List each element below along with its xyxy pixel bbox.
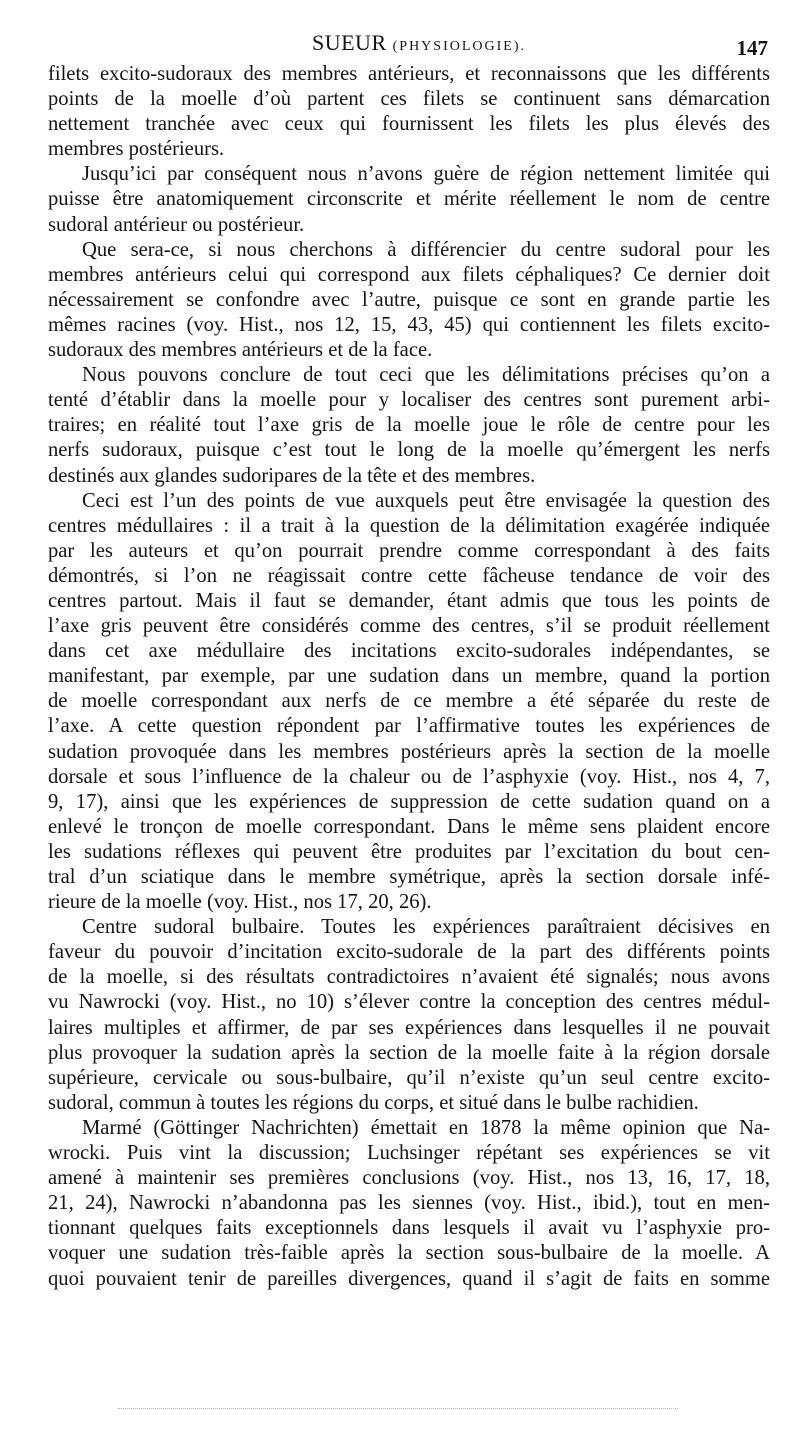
text-line: mêmes racines (voy. Hist., nos 12, 15, 43, 45) qui contiennent les filets excito- <box>48 313 770 336</box>
text-line: dans cet axe médullaire des incitations excito-sudorales indépendantes, se <box>48 640 770 663</box>
text-line: points de la moelle d’où partent ces filets se continuent sans démarcation <box>48 88 770 111</box>
text-line: membres antérieurs celui qui correspond aux filets céphaliques? Ce dernier doit <box>48 263 770 286</box>
text-line: de la moelle, si des résultats contradictoires n’avaient été signalés; nous avons <box>48 966 770 989</box>
text-line: wrocki. Puis vint la discussion; Luchsinger répétant ses expériences se vit <box>48 1142 770 1165</box>
text-line: nécessairement se confondre avec l’autre, puisque ce sont en grande partie les <box>48 288 770 311</box>
text-line: Marmé (Göttinger Nachrichten) émettait en 1878 la même opinion que Na- <box>82 1116 770 1139</box>
text-line: de moelle correspondant aux nerfs de ce membre a été séparée du reste de <box>48 690 770 713</box>
text-line: nettement tranchée avec ceux qui fournissent les filets les plus élevés des <box>48 113 770 136</box>
text-line: 21, 24), Nawrocki n’abandonna pas les siennes (voy. Hist., ibid.), tout en men- <box>48 1192 770 1215</box>
running-title-sub: (PHYSIOLOGIE). <box>392 39 527 54</box>
footer-rule <box>118 1408 678 1409</box>
text-line: par les auteurs et qu’on pourrait prendre comme correspondant à des faits <box>48 539 770 562</box>
text-line: démontrés, si l’on ne réagissait contre cette fâcheuse tendance de voir des <box>48 564 770 587</box>
text-line: centres médullaires : il a trait à la question de la délimitation exagérée indiquée <box>48 514 770 537</box>
text-line: vu Nawrocki (voy. Hist., no 10) s’élever contre la conception des centres médul- <box>48 991 770 1014</box>
text-line: plus provoquer la sudation après la section de la moelle faite à la région dorsale <box>48 1041 770 1064</box>
text-line: sudation provoquée dans les membres postérieurs après la section de la moelle <box>48 740 770 763</box>
text-line: filets excito-sudoraux des membres antérieurs, et reconnaissons que les différents <box>48 63 770 85</box>
text-line: supérieure, cervicale ou sous-bulbaire, qu’il n’existe qu’un seul centre excito- <box>48 1066 770 1089</box>
running-title-main: SUEUR <box>312 30 387 55</box>
body-text <box>48 62 770 1292</box>
text-line: puisse être anatomiquement circonscrite et mérite réellement le nom de centre <box>48 188 770 211</box>
text-line: l’axe. A cette question répondent par l’affirmative toutes les expériences de <box>48 715 770 738</box>
text-line: manifestant, par exemple, par une sudation dans un membre, quand la portion <box>48 665 770 688</box>
text-line: sudoral, commun à toutes les régions du corps, et situé dans le bulbe rachidien. <box>48 1091 699 1114</box>
text-line: sudoral antérieur ou postérieur. <box>48 213 305 236</box>
text-line: Ceci est l’un des points de vue auxquels peut être envisagée la question des <box>82 489 770 512</box>
text-line: sudoraux des membres antérieurs et de la face. <box>48 339 433 362</box>
text-line: dorsale et sous l’influence de la chaleur ou de l’asphyxie (voy. Hist., nos 4, 7, <box>48 765 770 788</box>
running-title <box>312 30 526 56</box>
text-line: tionnant quelques faits exceptionnels dans lesquels il avait vu l’asphyxie pro- <box>48 1217 770 1240</box>
text-line: 9, 17), ainsi que les expériences de suppression de cette sudation quand on a <box>48 790 770 813</box>
text-line: Jusqu’ici par conséquent nous n’avons guère de région nettement limitée qui <box>82 163 770 186</box>
text-line: Centre sudoral bulbaire. Toutes les expériences paraîtraient décisives en <box>82 916 770 939</box>
text-line: tenté d’établir dans la moelle pour y localiser des centres sont purement arbi- <box>48 389 770 412</box>
text-line: voquer une sudation très-faible après la section sous-bulbaire de la moelle. A <box>48 1242 770 1265</box>
text-line: quoi pouvaient tenir de pareilles divergences, quand il s’agit de faits en somme <box>48 1267 770 1290</box>
text-line: traires; en réalité tout l’axe gris de la moelle joue le rôle de centre pour les <box>48 414 770 437</box>
text-line: l’axe gris peuvent être considérés comme des centres, s’il se produit réellement <box>48 615 770 638</box>
text-line: Que sera-ce, si nous cherchons à différencier du centre sudoral pour les <box>82 238 770 261</box>
text-line: destinés aux glandes sudoripares de la tête et des membres. <box>48 464 536 487</box>
text-line: amené à maintenir ses premières conclusions (voy. Hist., nos 13, 16, 17, 18, <box>48 1167 770 1190</box>
text-line: laires multiples et affirmer, de par ses expériences dans lesquelles il ne pouvait <box>48 1016 770 1039</box>
text-line: tral d’un sciatique dans le membre symétrique, après la section dorsale infé- <box>48 866 770 888</box>
text-line: rieure de la moelle (voy. Hist., nos 17, 20, 26). <box>48 891 432 914</box>
page-header <box>0 30 800 60</box>
page-number: 147 <box>736 36 768 60</box>
text-line: enlevé le tronçon de moelle correspondant. Dans le même sens plaident encore <box>48 815 770 838</box>
text-line: faveur du pouvoir d’incitation excito-sudorale de la part des différents points <box>48 941 770 964</box>
text-line: nerfs sudoraux, puisque c’est tout le long de la moelle qu’émergent les nerfs <box>48 439 770 462</box>
text-line: membres postérieurs. <box>48 138 225 161</box>
text-line: les sudations réflexes qui peuvent être produites par l’excitation du bout cen- <box>48 840 770 863</box>
text-line: Nous pouvons conclure de tout ceci que les délimitations précises qu’on a <box>82 364 770 387</box>
text-line: centres partout. Mais il faut se demander, étant admis que tous les points de <box>48 589 770 612</box>
